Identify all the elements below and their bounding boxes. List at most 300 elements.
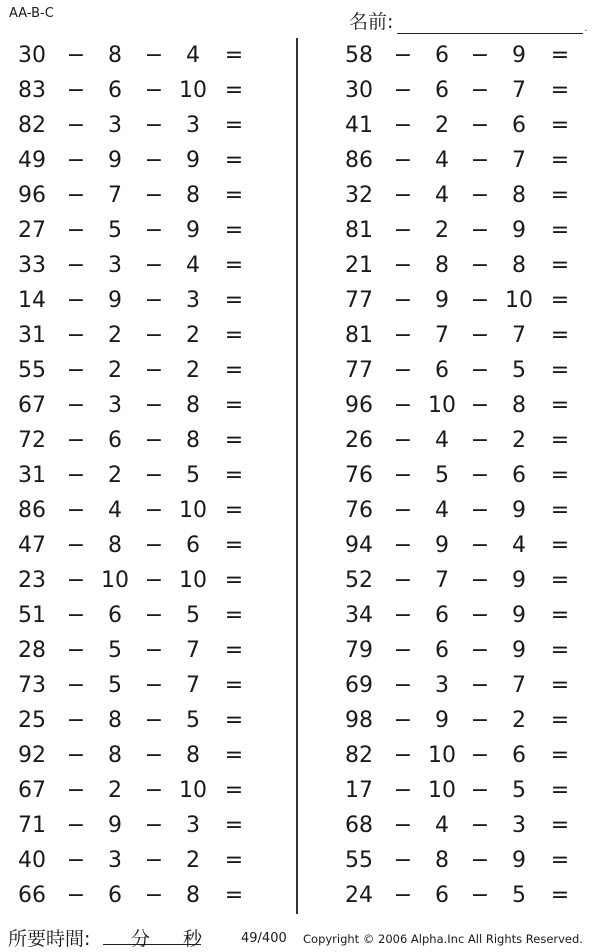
subtrahend-2: 9 bbox=[186, 148, 200, 173]
minuend: 32 bbox=[345, 183, 373, 208]
subtrahend-2: 7 bbox=[512, 148, 526, 173]
minuend: 14 bbox=[18, 288, 46, 313]
subtrahend-2: 7 bbox=[512, 673, 526, 698]
subtrahend-1: 3 bbox=[108, 253, 122, 278]
subtrahend-1: 4 bbox=[435, 148, 449, 173]
minuend: 96 bbox=[18, 183, 46, 208]
minus-sign: − bbox=[470, 43, 490, 68]
equals-sign: = bbox=[550, 113, 570, 138]
minus-sign: − bbox=[144, 218, 164, 243]
equals-sign: = bbox=[550, 253, 570, 278]
minus-sign: − bbox=[470, 358, 490, 383]
subtrahend-2: 10 bbox=[179, 498, 207, 523]
equals-sign: = bbox=[224, 603, 244, 628]
subtrahend-2: 3 bbox=[186, 813, 200, 838]
minuend: 66 bbox=[18, 883, 46, 908]
equals-sign: = bbox=[224, 183, 244, 208]
column-divider bbox=[296, 38, 298, 914]
minus-sign: − bbox=[393, 43, 413, 68]
equals-sign: = bbox=[224, 568, 244, 593]
minus-sign: − bbox=[144, 498, 164, 523]
minus-sign: − bbox=[66, 498, 86, 523]
minuend: 86 bbox=[345, 148, 373, 173]
minus-sign: − bbox=[66, 708, 86, 733]
minuend: 68 bbox=[345, 813, 373, 838]
subtrahend-2: 10 bbox=[179, 568, 207, 593]
minuend: 51 bbox=[18, 603, 46, 628]
subtrahend-2: 6 bbox=[186, 533, 200, 558]
subtrahend-1: 9 bbox=[108, 148, 122, 173]
minus-sign: − bbox=[66, 218, 86, 243]
subtrahend-1: 3 bbox=[435, 673, 449, 698]
subtrahend-2: 5 bbox=[186, 708, 200, 733]
minus-sign: − bbox=[144, 148, 164, 173]
minus-sign: − bbox=[144, 78, 164, 103]
equals-sign: = bbox=[550, 463, 570, 488]
minuend: 79 bbox=[345, 638, 373, 663]
equals-sign: = bbox=[224, 358, 244, 383]
minus-sign: − bbox=[470, 428, 490, 453]
subtrahend-1: 5 bbox=[108, 638, 122, 663]
minus-sign: − bbox=[470, 113, 490, 138]
subtrahend-1: 6 bbox=[435, 358, 449, 383]
equals-sign: = bbox=[550, 603, 570, 628]
subtrahend-2: 8 bbox=[512, 183, 526, 208]
equals-sign: = bbox=[550, 43, 570, 68]
subtrahend-1: 8 bbox=[108, 708, 122, 733]
equals-sign: = bbox=[224, 323, 244, 348]
subtrahend-1: 6 bbox=[435, 883, 449, 908]
minus-sign: − bbox=[393, 743, 413, 768]
minus-sign: − bbox=[393, 848, 413, 873]
footer bbox=[0, 924, 600, 952]
equals-sign: = bbox=[224, 393, 244, 418]
equals-sign: = bbox=[224, 113, 244, 138]
equals-sign: = bbox=[224, 463, 244, 488]
subtrahend-1: 7 bbox=[108, 183, 122, 208]
equals-sign: = bbox=[550, 533, 570, 558]
subtrahend-1: 8 bbox=[108, 533, 122, 558]
minus-sign: − bbox=[66, 778, 86, 803]
minus-sign: − bbox=[393, 113, 413, 138]
equals-sign: = bbox=[224, 638, 244, 663]
minuend: 67 bbox=[18, 393, 46, 418]
name-blank-line bbox=[397, 13, 583, 34]
minuend: 25 bbox=[18, 708, 46, 733]
minus-sign: − bbox=[470, 708, 490, 733]
equals-sign: = bbox=[550, 358, 570, 383]
minus-sign: − bbox=[470, 533, 490, 558]
minuend: 24 bbox=[345, 883, 373, 908]
minuend: 31 bbox=[18, 323, 46, 348]
minus-sign: − bbox=[66, 43, 86, 68]
subtrahend-2: 9 bbox=[512, 568, 526, 593]
subtrahend-2: 7 bbox=[512, 78, 526, 103]
equals-sign: = bbox=[550, 708, 570, 733]
minus-sign: − bbox=[470, 288, 490, 313]
equals-sign: = bbox=[224, 78, 244, 103]
minuend: 21 bbox=[345, 253, 373, 278]
equals-sign: = bbox=[224, 498, 244, 523]
subtrahend-2: 8 bbox=[186, 393, 200, 418]
subtrahend-1: 4 bbox=[435, 813, 449, 838]
equals-sign: = bbox=[550, 743, 570, 768]
minus-sign: − bbox=[393, 78, 413, 103]
equals-sign: = bbox=[550, 183, 570, 208]
minus-sign: − bbox=[66, 113, 86, 138]
minus-sign: − bbox=[66, 393, 86, 418]
subtrahend-1: 4 bbox=[108, 498, 122, 523]
minuend: 26 bbox=[345, 428, 373, 453]
minus-sign: − bbox=[144, 183, 164, 208]
subtrahend-1: 6 bbox=[108, 603, 122, 628]
minus-sign: − bbox=[66, 148, 86, 173]
minuend: 82 bbox=[18, 113, 46, 138]
minus-sign: − bbox=[66, 638, 86, 663]
minuend: 23 bbox=[18, 568, 46, 593]
subtrahend-1: 6 bbox=[435, 603, 449, 628]
subtrahend-1: 8 bbox=[435, 848, 449, 873]
minuend: 86 bbox=[18, 498, 46, 523]
minuend: 69 bbox=[345, 673, 373, 698]
minus-sign: − bbox=[144, 428, 164, 453]
minus-sign: − bbox=[470, 148, 490, 173]
minus-sign: − bbox=[144, 533, 164, 558]
minus-sign: − bbox=[144, 253, 164, 278]
minuend: 28 bbox=[18, 638, 46, 663]
minus-sign: − bbox=[144, 43, 164, 68]
minus-sign: − bbox=[66, 533, 86, 558]
subtrahend-2: 8 bbox=[512, 393, 526, 418]
subtrahend-1: 7 bbox=[435, 323, 449, 348]
subtrahend-2: 8 bbox=[512, 253, 526, 278]
minus-sign: − bbox=[393, 883, 413, 908]
minus-sign: − bbox=[144, 638, 164, 663]
subtrahend-2: 5 bbox=[186, 603, 200, 628]
minus-sign: − bbox=[66, 288, 86, 313]
subtrahend-2: 10 bbox=[179, 78, 207, 103]
minus-sign: − bbox=[144, 393, 164, 418]
subtrahend-2: 2 bbox=[186, 323, 200, 348]
minus-sign: − bbox=[470, 253, 490, 278]
minuend: 55 bbox=[345, 848, 373, 873]
minuend: 30 bbox=[345, 78, 373, 103]
minuend: 81 bbox=[345, 323, 373, 348]
minus-sign: − bbox=[144, 708, 164, 733]
minus-sign: − bbox=[393, 183, 413, 208]
subtrahend-2: 9 bbox=[186, 218, 200, 243]
equals-sign: = bbox=[550, 218, 570, 243]
minus-sign: − bbox=[393, 148, 413, 173]
subtrahend-1: 4 bbox=[435, 428, 449, 453]
minus-sign: − bbox=[66, 603, 86, 628]
minuend: 27 bbox=[18, 218, 46, 243]
minus-sign: − bbox=[393, 358, 413, 383]
minuend: 41 bbox=[345, 113, 373, 138]
subtrahend-1: 6 bbox=[435, 638, 449, 663]
subtrahend-1: 5 bbox=[435, 463, 449, 488]
minus-sign: − bbox=[144, 288, 164, 313]
equals-sign: = bbox=[550, 393, 570, 418]
subtrahend-2: 9 bbox=[512, 638, 526, 663]
minus-sign: − bbox=[66, 253, 86, 278]
equals-sign: = bbox=[550, 568, 570, 593]
subtrahend-2: 5 bbox=[512, 883, 526, 908]
equals-sign: = bbox=[550, 848, 570, 873]
minus-sign: − bbox=[144, 463, 164, 488]
minus-sign: − bbox=[66, 323, 86, 348]
subtrahend-2: 4 bbox=[186, 43, 200, 68]
minus-sign: − bbox=[470, 638, 490, 663]
minus-sign: − bbox=[66, 673, 86, 698]
subtrahend-1: 6 bbox=[435, 43, 449, 68]
minus-sign: − bbox=[393, 673, 413, 698]
minus-sign: − bbox=[393, 533, 413, 558]
minus-sign: − bbox=[393, 393, 413, 418]
subtrahend-1: 3 bbox=[108, 113, 122, 138]
minuend: 76 bbox=[345, 498, 373, 523]
minus-sign: − bbox=[144, 603, 164, 628]
name-line-end: . bbox=[584, 23, 588, 34]
minus-sign: − bbox=[470, 463, 490, 488]
subtrahend-2: 6 bbox=[512, 113, 526, 138]
subtrahend-2: 6 bbox=[512, 743, 526, 768]
equals-sign: = bbox=[550, 813, 570, 838]
subtrahend-2: 8 bbox=[186, 183, 200, 208]
minuend: 58 bbox=[345, 43, 373, 68]
minus-sign: − bbox=[470, 218, 490, 243]
subtrahend-1: 7 bbox=[435, 568, 449, 593]
minus-sign: − bbox=[144, 743, 164, 768]
minus-sign: − bbox=[144, 113, 164, 138]
subtrahend-1: 8 bbox=[108, 43, 122, 68]
page-number: 49/400 bbox=[241, 931, 287, 946]
subtrahend-2: 2 bbox=[512, 708, 526, 733]
minuend: 49 bbox=[18, 148, 46, 173]
subtrahend-2: 3 bbox=[186, 288, 200, 313]
equals-sign: = bbox=[224, 743, 244, 768]
minus-sign: − bbox=[144, 323, 164, 348]
minus-sign: − bbox=[393, 428, 413, 453]
minuend: 34 bbox=[345, 603, 373, 628]
minuend: 47 bbox=[18, 533, 46, 558]
minus-sign: − bbox=[470, 813, 490, 838]
minus-sign: − bbox=[393, 603, 413, 628]
minus-sign: − bbox=[393, 253, 413, 278]
subtrahend-2: 10 bbox=[505, 288, 533, 313]
subtrahend-1: 9 bbox=[435, 533, 449, 558]
equals-sign: = bbox=[224, 533, 244, 558]
minus-sign: − bbox=[470, 323, 490, 348]
minus-sign: − bbox=[66, 428, 86, 453]
subtrahend-2: 4 bbox=[186, 253, 200, 278]
minus-sign: − bbox=[393, 463, 413, 488]
minus-sign: − bbox=[470, 603, 490, 628]
equals-sign: = bbox=[224, 778, 244, 803]
copyright-text: Copyright © 2006 Alpha.Inc All Rights Reserved. bbox=[303, 932, 583, 946]
subtrahend-1: 10 bbox=[428, 743, 456, 768]
subtrahend-2: 6 bbox=[512, 463, 526, 488]
equals-sign: = bbox=[550, 428, 570, 453]
subtrahend-1: 3 bbox=[108, 393, 122, 418]
minus-sign: − bbox=[470, 568, 490, 593]
subtrahend-1: 10 bbox=[428, 393, 456, 418]
subtrahend-1: 9 bbox=[108, 288, 122, 313]
subtrahend-2: 7 bbox=[512, 323, 526, 348]
subtrahend-1: 6 bbox=[108, 428, 122, 453]
minus-sign: − bbox=[144, 358, 164, 383]
equals-sign: = bbox=[550, 778, 570, 803]
minus-sign: − bbox=[393, 323, 413, 348]
subtrahend-1: 5 bbox=[108, 673, 122, 698]
minuend: 77 bbox=[345, 358, 373, 383]
minuend: 30 bbox=[18, 43, 46, 68]
subtrahend-1: 9 bbox=[435, 288, 449, 313]
minus-sign: − bbox=[144, 883, 164, 908]
subtrahend-2: 8 bbox=[186, 743, 200, 768]
equals-sign: = bbox=[550, 148, 570, 173]
equals-sign: = bbox=[224, 218, 244, 243]
subtrahend-1: 9 bbox=[108, 813, 122, 838]
subtrahend-1: 4 bbox=[435, 183, 449, 208]
minuend: 52 bbox=[345, 568, 373, 593]
minus-sign: − bbox=[470, 393, 490, 418]
subtrahend-1: 2 bbox=[108, 323, 122, 348]
equals-sign: = bbox=[550, 883, 570, 908]
minus-sign: − bbox=[393, 288, 413, 313]
subtrahend-2: 2 bbox=[186, 358, 200, 383]
equals-sign: = bbox=[224, 673, 244, 698]
subtrahend-2: 7 bbox=[186, 673, 200, 698]
name-label: 名前: bbox=[349, 11, 394, 33]
minutes-label: 分 bbox=[131, 928, 151, 950]
minus-sign: − bbox=[144, 673, 164, 698]
minus-sign: − bbox=[393, 568, 413, 593]
minus-sign: − bbox=[393, 218, 413, 243]
equals-sign: = bbox=[550, 638, 570, 663]
subtrahend-2: 5 bbox=[512, 778, 526, 803]
subtrahend-2: 2 bbox=[186, 848, 200, 873]
minus-sign: − bbox=[393, 778, 413, 803]
minus-sign: − bbox=[66, 358, 86, 383]
minuend: 76 bbox=[345, 463, 373, 488]
subtrahend-1: 6 bbox=[108, 883, 122, 908]
subtrahend-2: 9 bbox=[512, 43, 526, 68]
subtrahend-1: 4 bbox=[435, 498, 449, 523]
minuend: 77 bbox=[345, 288, 373, 313]
minus-sign: − bbox=[144, 568, 164, 593]
minuend: 98 bbox=[345, 708, 373, 733]
subtrahend-2: 5 bbox=[512, 358, 526, 383]
subtrahend-2: 7 bbox=[186, 638, 200, 663]
seconds-label: 秒 bbox=[183, 928, 203, 950]
minuend: 72 bbox=[18, 428, 46, 453]
minus-sign: − bbox=[470, 498, 490, 523]
minus-sign: − bbox=[66, 813, 86, 838]
minus-sign: − bbox=[393, 708, 413, 733]
minus-sign: − bbox=[470, 743, 490, 768]
subtrahend-2: 5 bbox=[186, 463, 200, 488]
subtrahend-2: 3 bbox=[186, 113, 200, 138]
subtrahend-2: 8 bbox=[186, 883, 200, 908]
subtrahend-1: 2 bbox=[108, 463, 122, 488]
equals-sign: = bbox=[550, 498, 570, 523]
subtrahend-2: 4 bbox=[512, 533, 526, 558]
equals-sign: = bbox=[224, 253, 244, 278]
minuend: 67 bbox=[18, 778, 46, 803]
equals-sign: = bbox=[224, 43, 244, 68]
minuend: 83 bbox=[18, 78, 46, 103]
minus-sign: − bbox=[66, 743, 86, 768]
minus-sign: − bbox=[144, 848, 164, 873]
minus-sign: − bbox=[393, 498, 413, 523]
minus-sign: − bbox=[470, 848, 490, 873]
equals-sign: = bbox=[224, 848, 244, 873]
subtrahend-2: 9 bbox=[512, 218, 526, 243]
subtrahend-1: 10 bbox=[101, 568, 129, 593]
equals-sign: = bbox=[224, 148, 244, 173]
equals-sign: = bbox=[224, 883, 244, 908]
minus-sign: − bbox=[66, 883, 86, 908]
subtrahend-1: 10 bbox=[428, 778, 456, 803]
subtrahend-1: 2 bbox=[435, 113, 449, 138]
minus-sign: − bbox=[470, 883, 490, 908]
subtrahend-1: 2 bbox=[108, 358, 122, 383]
minus-sign: − bbox=[144, 813, 164, 838]
subtrahend-1: 3 bbox=[108, 848, 122, 873]
equals-sign: = bbox=[550, 323, 570, 348]
equals-sign: = bbox=[550, 673, 570, 698]
minuend: 81 bbox=[345, 218, 373, 243]
subtrahend-2: 8 bbox=[186, 428, 200, 453]
minuend: 31 bbox=[18, 463, 46, 488]
equals-sign: = bbox=[224, 428, 244, 453]
minus-sign: − bbox=[470, 78, 490, 103]
worksheet-code: AA-B-C bbox=[9, 6, 54, 21]
time-required-label: 所要時間: bbox=[8, 928, 91, 950]
subtrahend-1: 6 bbox=[435, 78, 449, 103]
minuend: 40 bbox=[18, 848, 46, 873]
minus-sign: − bbox=[144, 778, 164, 803]
subtrahend-1: 6 bbox=[108, 78, 122, 103]
subtrahend-1: 9 bbox=[435, 708, 449, 733]
minus-sign: − bbox=[470, 183, 490, 208]
equals-sign: = bbox=[550, 78, 570, 103]
equals-sign: = bbox=[224, 708, 244, 733]
subtrahend-1: 5 bbox=[108, 218, 122, 243]
minus-sign: − bbox=[66, 78, 86, 103]
subtrahend-2: 9 bbox=[512, 848, 526, 873]
minus-sign: − bbox=[470, 778, 490, 803]
minuend: 82 bbox=[345, 743, 373, 768]
equals-sign: = bbox=[550, 288, 570, 313]
minuend: 17 bbox=[345, 778, 373, 803]
minuend: 92 bbox=[18, 743, 46, 768]
subtrahend-1: 2 bbox=[108, 778, 122, 803]
subtrahend-2: 9 bbox=[512, 498, 526, 523]
minuend: 94 bbox=[345, 533, 373, 558]
subtrahend-2: 10 bbox=[179, 778, 207, 803]
minus-sign: − bbox=[66, 463, 86, 488]
minuend: 33 bbox=[18, 253, 46, 278]
subtrahend-2: 3 bbox=[512, 813, 526, 838]
minuend: 71 bbox=[18, 813, 46, 838]
minus-sign: − bbox=[470, 673, 490, 698]
subtrahend-2: 9 bbox=[512, 603, 526, 628]
minuend: 96 bbox=[345, 393, 373, 418]
subtrahend-2: 2 bbox=[512, 428, 526, 453]
subtrahend-1: 2 bbox=[435, 218, 449, 243]
